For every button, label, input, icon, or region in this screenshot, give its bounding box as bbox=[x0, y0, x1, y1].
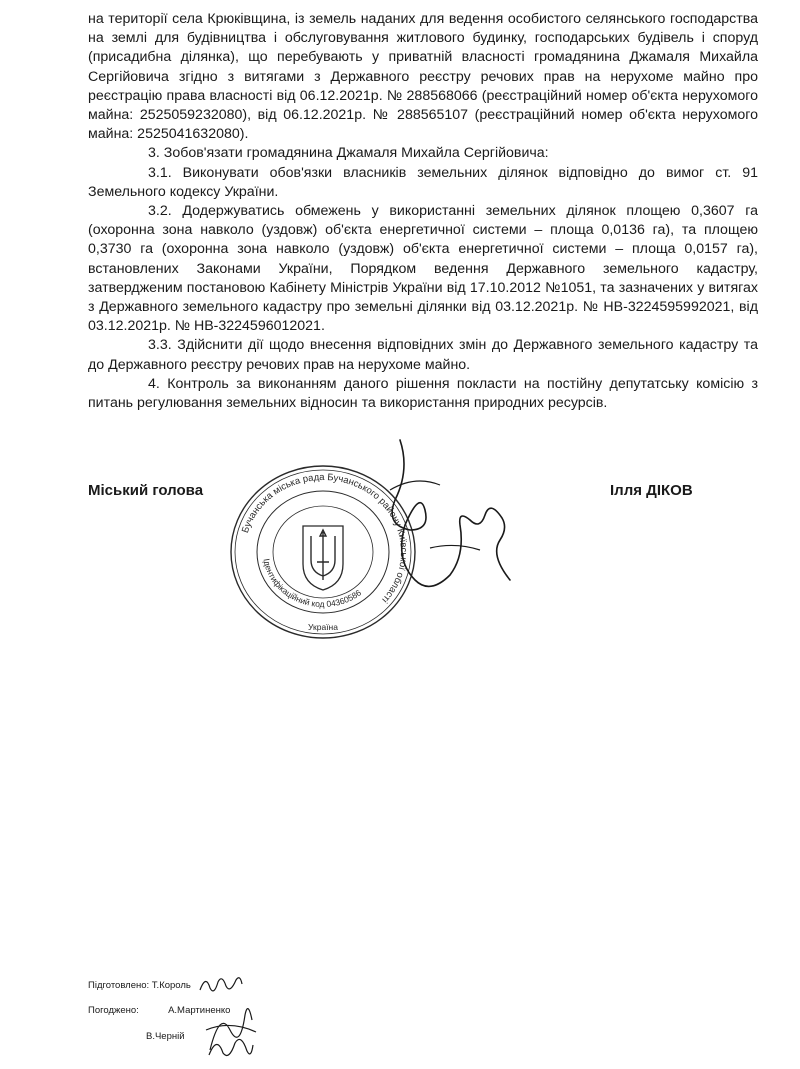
mayor-signature bbox=[370, 430, 520, 610]
stamp-bottom-text: Україна bbox=[308, 622, 338, 632]
footer-prepared bbox=[88, 980, 191, 991]
paragraph-3-1: 3.1. Виконувати обов'язки власників земельних ділянок відповідно до вимог ст. 91 Земельного кодексу України. bbox=[88, 164, 758, 200]
footer-agreed-2 bbox=[146, 1031, 185, 1042]
mayor-title: Міський голова bbox=[88, 482, 204, 499]
agreed-label: Погоджено: bbox=[88, 1005, 139, 1016]
stamp-outer-text: Бучанська міська рада Бучанського району Київської області bbox=[239, 471, 410, 605]
paragraph-intro: на території села Крюківщина, із земель наданих для ведення особистого селянського господарства на землі для будівництва і обслуговування житлового будинку, господарських будівель і споруд (присадибна ділянка), що перебувають у приватній власності громадянина Джамаля Михайла Сергійовича згідно з витягами з Державного реєстру речових прав на нерухоме майно про реєстрацію права власності від 06.12.2021р. № 288568066 (реєстраційний номер об'єкта нерухомого майна: 2525059232080), від 06.12.2021р. № 288565107 (реєстраційний номер об'єкта нерухомого майна: 2525041632080). bbox=[88, 11, 758, 143]
agreed-signature-2 bbox=[205, 1025, 255, 1065]
agreed-name-1: А.Мартиненко bbox=[168, 1005, 231, 1016]
paragraph-3-3: 3.3. Здійснити дії щодо внесення відповідних змін до Державного земельного кадастру та до Державного реєстру речових прав на нерухоме майно. bbox=[88, 337, 758, 373]
paragraph-3-2: 3.2. Додержуватись обмежень у використанні земельних ділянок площею 0,3607 га (охоронна зона навколо (уздовж) об'єкта енергетичної системи – площа 0,0136 га), та площею 0,3730 га (охоронна зона навколо (уздовж) об'єкта енергетичної системи – площа 0,0157 га), встановлених Законами України, Порядком ведення Державного земельного кадастру, затвердженим постановою Кабінету Міністрів України від 17.10.2012 №1051, та зазначених у витягах з Державного земельного кадастру про земельні ділянки від 03.12.2021р. № НВ-3224595992021, від 03.12.2021р. № НВ-3224596012021. bbox=[88, 203, 758, 335]
agreed-name-2: В.Черній bbox=[146, 1031, 185, 1042]
trident-icon bbox=[303, 526, 343, 590]
paragraph-4: 4. Контроль за виконанням даного рішення покласти на постійну депутатську комісію з питань регулювання земельних відносин та використання природних ресурсів. bbox=[88, 375, 758, 412]
prepared-by: Підготовлено: Т.Король bbox=[88, 980, 191, 991]
mayor-name: Ілля ДІКОВ bbox=[610, 482, 693, 499]
paragraph-3: 3. Зобов'язати громадянина Джамаля Михайла Сергійовича: bbox=[148, 145, 549, 162]
document-body bbox=[88, 10, 758, 413]
stamp-inner-text: Ідентифікаційний код 04360586 bbox=[261, 557, 364, 610]
